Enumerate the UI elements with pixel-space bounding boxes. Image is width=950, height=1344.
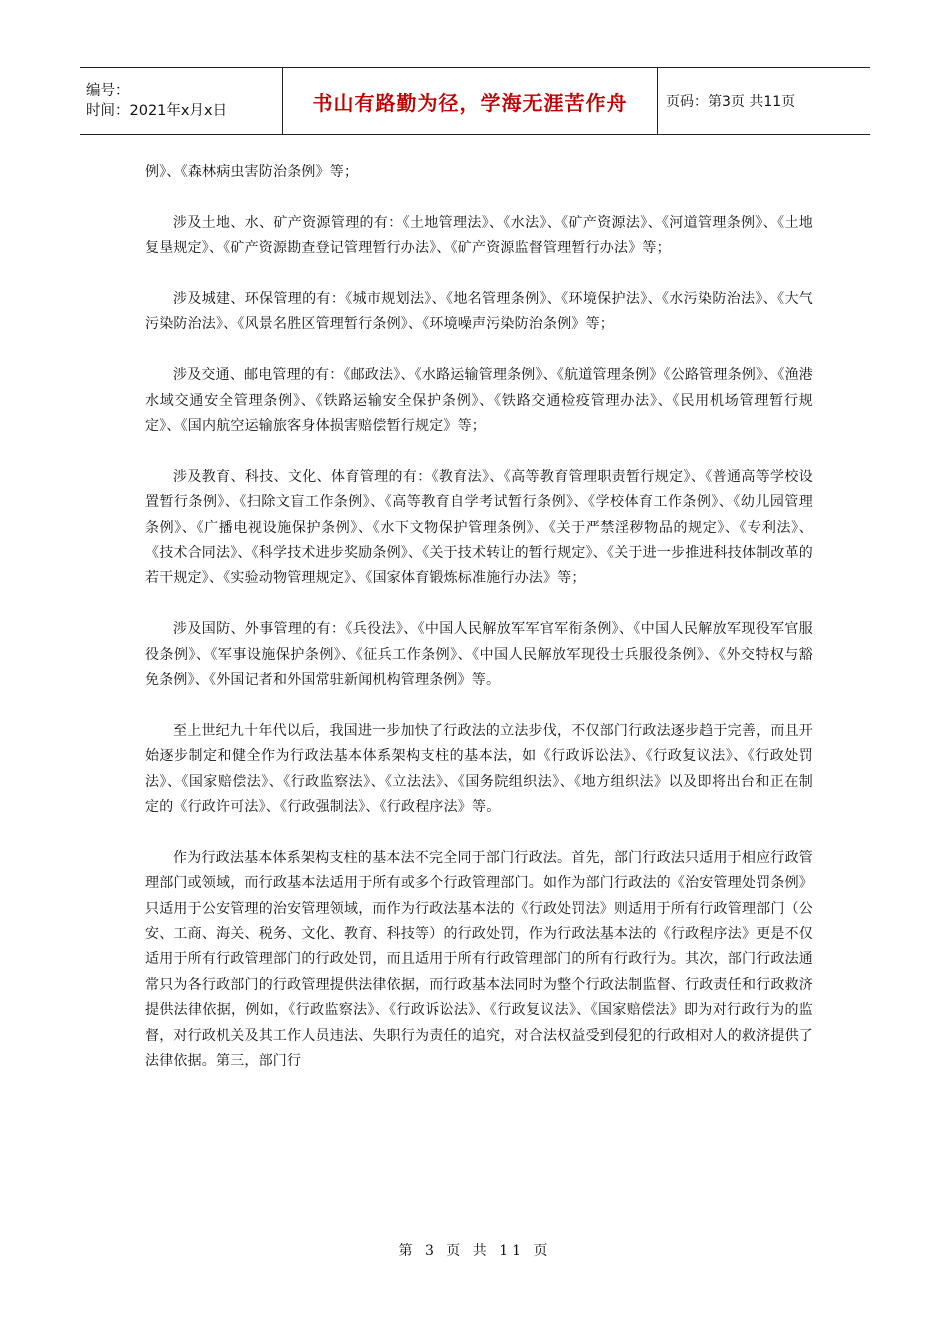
page-footer: 第 3 页 共 11 页: [398, 1243, 552, 1259]
paragraph: 例》、《森林病虫害防治条例》等；: [145, 164, 359, 180]
page-header: [80, 67, 870, 135]
paragraph: 涉及土地、水、矿产资源管理的有：《土地管理法》、《水法》、《矿产资源法》、《河道管理条例》、《土地复垦规定》、《矿产资源勘查登记管理暂行办法》、《矿产资源监督管理暂行办法》等；: [145, 214, 813, 257]
header-meta: [80, 68, 282, 134]
document-number-label: 编号：: [86, 83, 130, 99]
document-body: [145, 160, 813, 1100]
paragraph: 至上世纪九十年代以后，我国进一步加快了行政法的立法步伐，不仅部门行政法逐步趋于完善，而且开始逐步制定和健全作为行政法基本体系架构支柱的基本法，如《行政诉讼法》、《行政复议法》、《行政处罚法》、《国家赔偿法》、《行政监察法》、《立法法》、《国务院组织法》、《地方组织法》以及即将出台和正在制定的《行政许可法》、《行政强制法》、《行政程序法》等。: [145, 722, 813, 816]
paragraph: 涉及教育、科技、文化、体育管理的有：《教育法》、《高等教育管理职责暂行规定》、《普通高等学校设置暂行条例》、《扫除文盲工作条例》、《高等教育自学考试暂行条例》、《学校体育工作条例》、《幼儿园管理条例》、《广播电视设施保护条例》、《水下文物保护管理条例》、《关于严禁淫秽物品的规定》、《专利法》、《技术合同法》、《科学技术进步奖励条例》、《关于技术转让的暂行规定》、《关于进一步推进科技体制改革的若干规定》、《实验动物管理规定》、《国家体育锻炼标准施行办法》等；: [145, 468, 813, 587]
paragraph: 涉及国防、外事管理的有：《兵役法》、《中国人民解放军军官军衔条例》、《中国人民解放军现役军官服役条例》、《军事设施保护条例》、《征兵工作条例》、《中国人民解放军现役士兵服役条例》、《外交特权与豁免条例》、《外国记者和外国常驻新闻机构管理条例》等。: [145, 621, 813, 689]
paragraph: 涉及交通、邮电管理的有：《邮政法》、《水路运输管理条例》、《航道管理条例》《公路管理条例》、《渔港水域交通安全管理条例》、《铁路运输安全保护条例》、《铁路交通检疫管理办法》、《民用机场管理暂行规定》、《国内航空运输旅客身体损害赔偿暂行规定》等；: [145, 367, 813, 435]
paragraph: 涉及城建、环保管理的有：《城市规划法》、《地名管理条例》、《环境保护法》、《水污染防治法》、《大气污染防治法》、《风景名胜区管理暂行条例》、《环境噪声污染防治条例》等；: [145, 291, 813, 333]
header-motto: 书山有路勤为径，学海无涯苦作舟: [282, 68, 658, 134]
header-page-info: 页码：第3页 共11页: [666, 94, 796, 110]
document-date: 时间：2021年x月x日: [86, 103, 228, 119]
paragraph: 作为行政法基本体系架构支柱的基本法不完全同于部门行政法。首先，部门行政法只适用于相应行政管理部门或领域，而行政基本法适用于所有或多个行政管理部门。如作为部门行政法的《治安管理处罚条例》只适用于公安管理的治安管理领域，而作为行政法基本法的《行政处罚法》则适用于所有行政管理部门（公安、工商、海关、税务、文化、教育、科技等）的行政处罚，作为行政法基本法的《行政程序法》更是不仅适用于所有行政管理部门的行政处罚，而且适用于所有行政管理部门的所有行政行为。其次，部门行政法通常只为各行政部门的行政管理提供法律依据，而行政基本法同时为整个行政法制监督、行政责任和行政救济提供法律依据，例如，《行政监察法》、《行政诉讼法》、《行政复议法》、《国家赔偿法》即为对行政行为的监督，对行政机关及其工作人员违法、失职行为责任的追究，对合法权益受到侵犯的行政相对人的救济提供了法律依据。第三，部门行: [145, 849, 813, 1070]
